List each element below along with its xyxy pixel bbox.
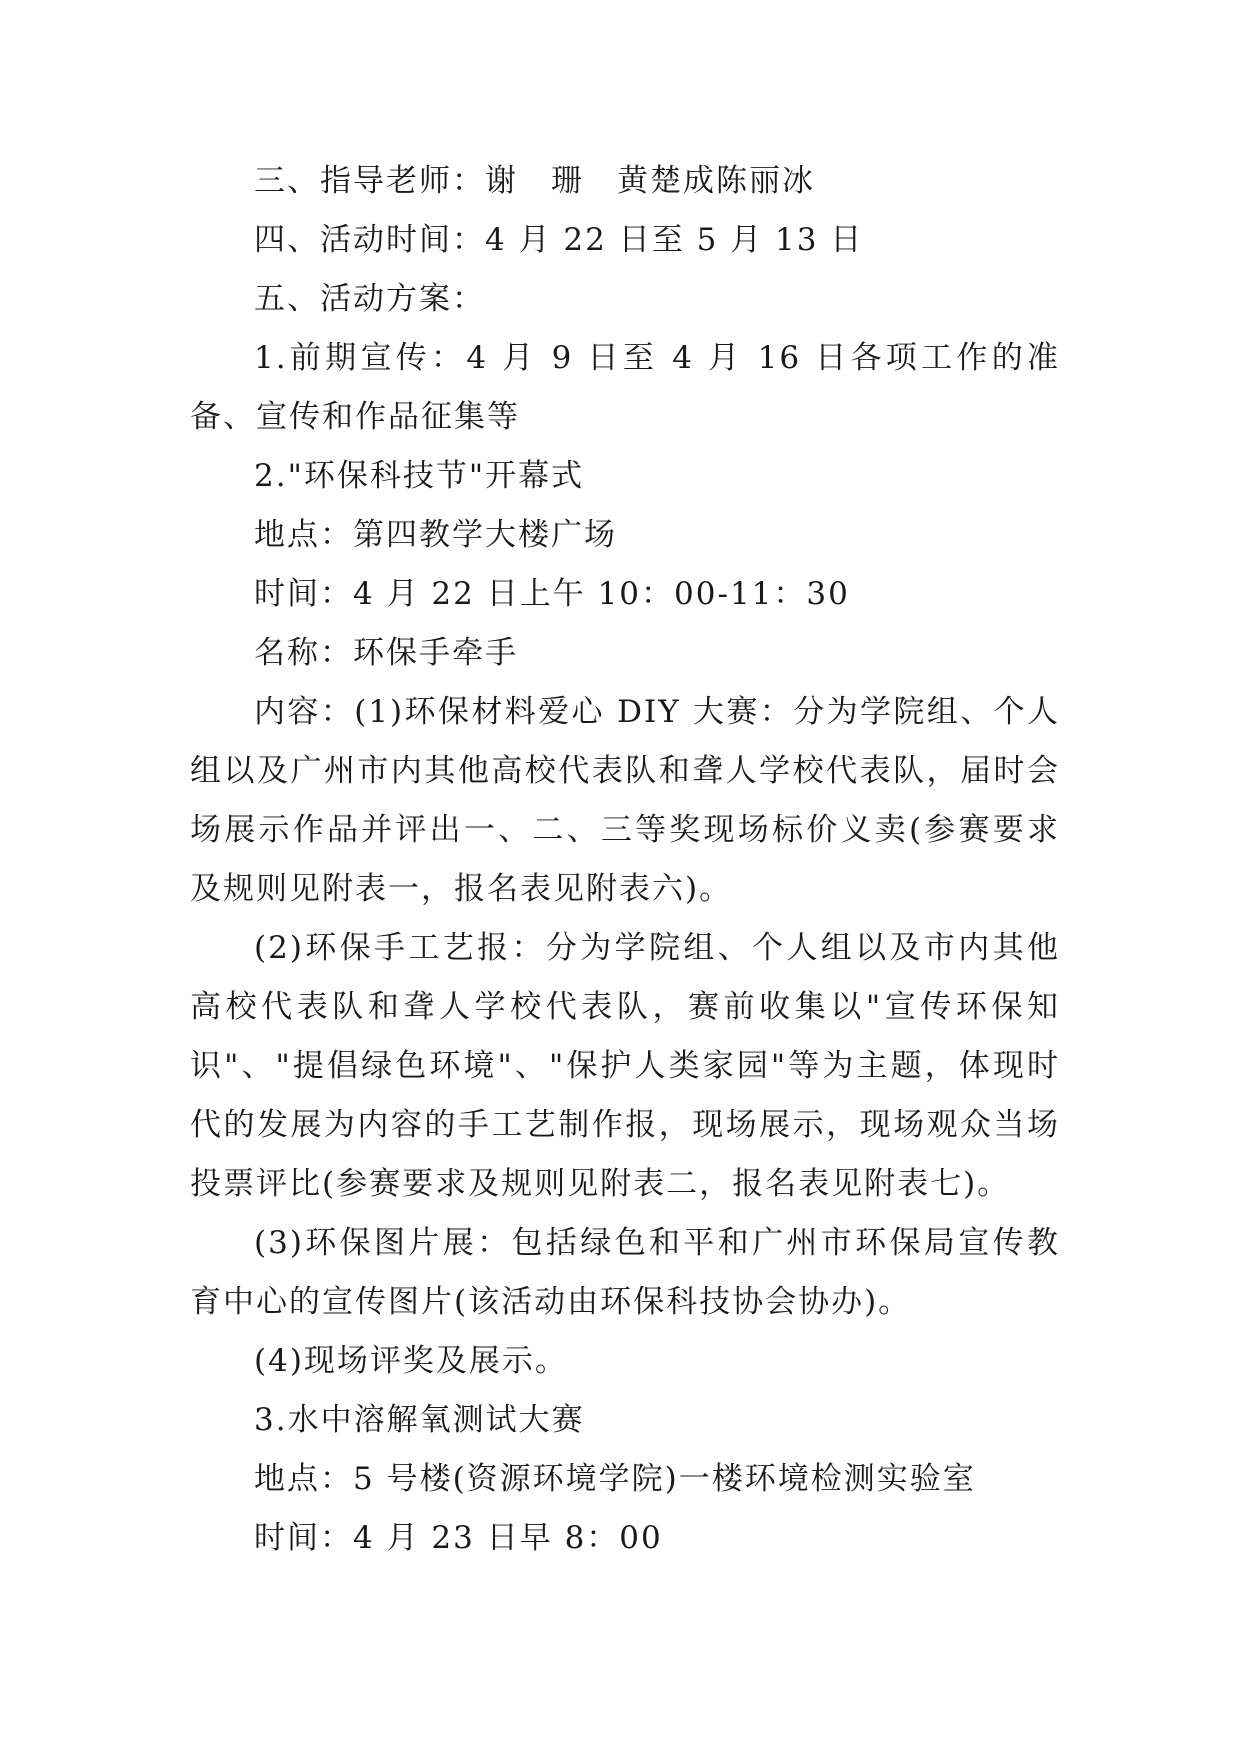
paragraph-content-diy: 内容：(1)环保材料爱心 DIY 大赛：分为学院组、个人组以及广州市内其他高校代表队和聋人学校代表队，届时会场展示作品并评出一、二、三等奖现场标价义卖(参赛要求及规则见附表一，报名表见附表六)。: [190, 694, 1060, 907]
paragraph-oxygen-contest: 3.水中溶解氧测试大赛: [254, 1402, 585, 1438]
paragraph-oxygen-location: 地点：5 号楼(资源环境学院)一楼环境检测实验室: [254, 1461, 976, 1497]
paragraph-content-handcraft: (2)环保手工艺报：分为学院组、个人组以及市内其他高校代表队和聋人学校代表队，赛前收集以"宣传环保知识"、"提倡绿色环境"、"保护人类家园"等为主题，体现时代的发展为内容的手工艺制作报，现场展示，现场观众当场投票评比(参赛要求及规则见附表二，报名表见附表七)。: [190, 930, 1060, 1202]
paragraph-content-awards: (4)现场评奖及展示。: [254, 1343, 568, 1379]
document-body: [190, 152, 1060, 1568]
paragraph-opening-ceremony: 2."环保科技节"开幕式: [254, 458, 585, 494]
paragraph-content-photo-exhibit: (3)环保图片展：包括绿色和平和广州市环保局宣传教育中心的宣传图片(该活动由环保科技协会协办)。: [190, 1225, 1060, 1320]
paragraph-oxygen-time: 时间：4 月 23 日早 8：00: [254, 1520, 663, 1556]
paragraph-advisors: 三、指导老师：谢 珊 黄楚成陈丽冰: [254, 163, 815, 199]
paragraph-activity-plan: 五、活动方案：: [254, 281, 485, 317]
paragraph-activity-time: 四、活动时间：4 月 22 日至 5 月 13 日: [254, 222, 864, 258]
paragraph-opening-time: 时间：4 月 22 日上午 10：00-11：30: [254, 576, 850, 612]
paragraph-opening-location: 地点：第四教学大楼广场: [254, 517, 617, 553]
paragraph-opening-name: 名称：环保手牵手: [254, 635, 518, 671]
paragraph-publicity: 1.前期宣传：4 月 9 日至 4 月 16 日各项工作的准备、宣传和作品征集等: [190, 340, 1060, 435]
